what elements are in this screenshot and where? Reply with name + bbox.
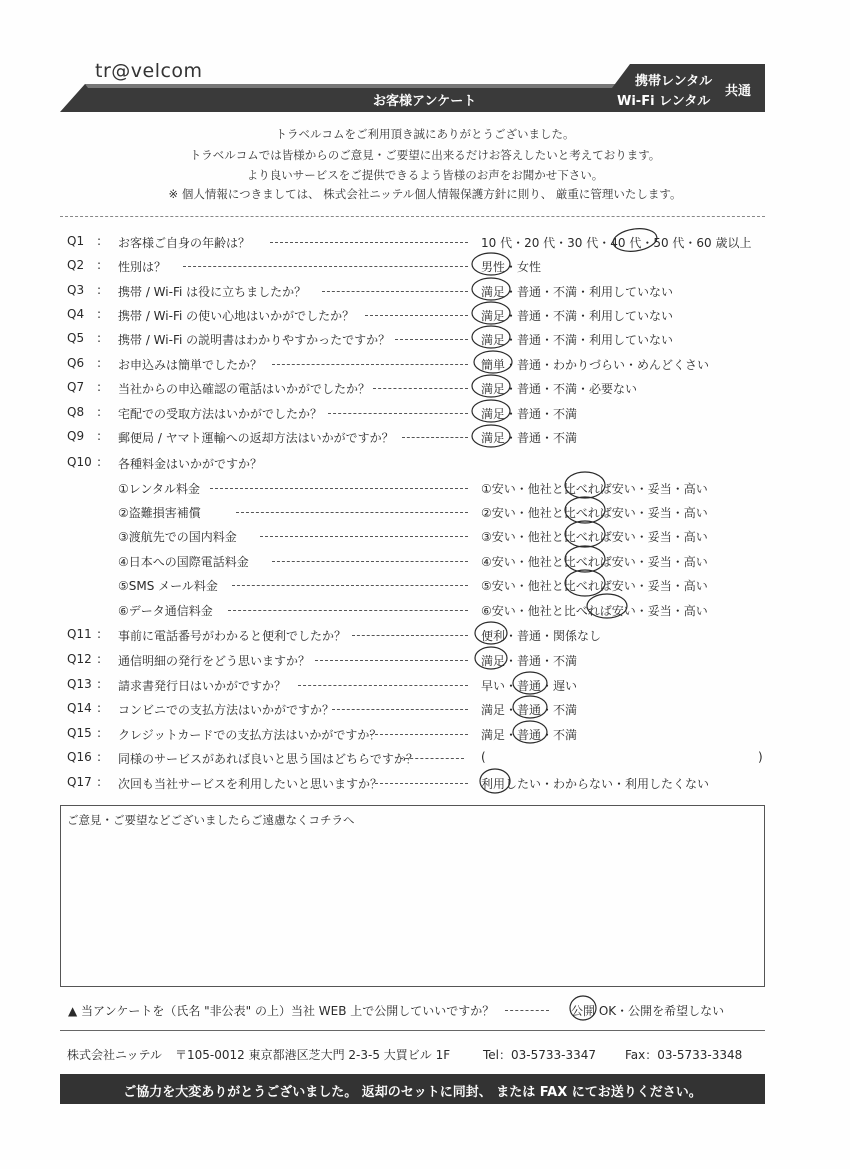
question-number: Q13 <box>67 677 92 691</box>
question-text: 次回も当社サービスを利用したいと思いますか？ <box>118 777 383 791</box>
question-text: 当社からの申込確認の電話はいかがでしたか？ <box>118 382 371 396</box>
divider <box>60 216 765 217</box>
question-text: 携帯 / Wi-Fi は役に立ちましたか？ <box>118 285 307 299</box>
question-row <box>0 775 850 799</box>
dotted-leader <box>352 635 468 636</box>
colon: : <box>97 775 102 789</box>
colon: : <box>97 356 102 370</box>
question-number: Q6 <box>67 356 85 370</box>
question-text: 携帯 / Wi-Fi の説明書はわかりやすかったですか？ <box>118 333 391 347</box>
question-text: 郵便局 / ヤマト運輸への返却方法はいかがですか？ <box>118 431 394 445</box>
question-row <box>0 283 850 307</box>
sub-question-row <box>0 577 850 601</box>
service-tag-phone: 携帯レンタル <box>635 74 713 89</box>
answer-options[interactable]: 早い・普通・遅い <box>481 679 578 693</box>
colon: : <box>97 234 102 248</box>
question-row <box>0 455 850 479</box>
answer-options[interactable]: 便利・普通・関係なし <box>481 629 602 643</box>
sub-question-row <box>0 504 850 528</box>
answer-options[interactable]: 簡単・普通・わかりづらい・めんどくさい <box>481 358 710 372</box>
question-text: お客様ご自身の年齢は？ <box>118 236 251 250</box>
colon: : <box>97 429 102 443</box>
travelcom-logo: tr@velcom <box>95 60 203 82</box>
question-number: Q10 <box>67 455 92 469</box>
dotted-leader <box>270 242 468 243</box>
page-title: お客様アンケート <box>373 94 477 109</box>
answer-options[interactable]: 満足・普通・不満 <box>481 431 578 445</box>
dotted-leader <box>322 291 468 292</box>
intro-line: より良いサービスをご提供できるよう皆様のお声をお聞かせ下さい。 <box>246 168 604 182</box>
question-number: Q5 <box>67 331 85 345</box>
colon: : <box>97 750 102 764</box>
answer-options[interactable]: 満足・普通・不満・利用していない <box>481 333 674 347</box>
dotted-leader <box>370 734 468 735</box>
dotted-leader <box>402 437 468 438</box>
comment-box[interactable] <box>60 805 765 987</box>
dotted-leader <box>272 364 468 365</box>
question-row <box>0 258 850 282</box>
question-row <box>0 356 850 380</box>
phone-number: Tel：03-5733-3347 <box>483 1048 597 1062</box>
question-row <box>0 652 850 676</box>
sub-question-row <box>0 480 850 504</box>
colon: : <box>97 701 102 715</box>
question-number: Q15 <box>67 726 92 740</box>
dotted-leader <box>183 266 468 267</box>
sub-question-text: ③渡航先での国内料金 <box>118 530 237 544</box>
sub-question-row <box>0 602 850 626</box>
dotted-leader <box>236 512 468 513</box>
question-number: Q4 <box>67 307 85 321</box>
divider <box>60 1030 765 1031</box>
country-field-open[interactable]: ( <box>481 750 486 764</box>
question-text: 性別は？ <box>118 260 167 274</box>
colon: : <box>97 307 102 321</box>
colon: : <box>97 331 102 345</box>
question-text: 通信明細の発行をどう思いますか？ <box>118 654 311 668</box>
question-text: 事前に電話番号がわかると便利でしたか？ <box>118 629 347 643</box>
dotted-leader <box>400 758 464 759</box>
dotted-leader <box>272 561 468 562</box>
question-text: 宅配での受取方法はいかがでしたか？ <box>118 407 323 421</box>
question-text: 各種料金はいかがですか？ <box>118 457 263 471</box>
sub-question-text: ④日本への国際電話料金 <box>118 555 249 569</box>
answer-options[interactable]: 満足・普通・不満・必要ない <box>481 382 638 396</box>
question-text: コンビニでの支払方法はいかがですか？ <box>118 703 335 717</box>
colon: : <box>97 652 102 666</box>
comment-label: ご意見・ご要望などございましたらご遠慮なくコチラへ <box>67 813 355 827</box>
question-row <box>0 726 850 750</box>
question-number: Q3 <box>67 283 85 297</box>
answer-options[interactable]: 満足・普通・不満・利用していない <box>481 285 674 299</box>
publish-question: ▲ 当アンケートを（氏名 "非公表" の上）当社 WEB 上で公開していいですか？ <box>68 1004 495 1018</box>
dotted-leader <box>328 413 468 414</box>
question-row <box>0 405 850 429</box>
question-row <box>0 331 850 355</box>
dotted-leader <box>298 685 468 686</box>
answer-options[interactable]: ⑥安い・他社と比べれば安い・妥当・高い <box>481 604 708 618</box>
publish-options[interactable]: 公開 OK・公開を希望しない <box>571 1004 725 1018</box>
question-row <box>0 429 850 453</box>
question-text: クレジットカードでの支払方法はいかがですか？ <box>118 728 382 742</box>
colon: : <box>97 677 102 691</box>
question-number: Q9 <box>67 429 85 443</box>
answer-options[interactable]: 満足・普通・不満 <box>481 407 578 421</box>
question-number: Q8 <box>67 405 85 419</box>
question-row <box>0 677 850 701</box>
question-number: Q1 <box>67 234 85 248</box>
question-text: 請求書発行日はいかがですか？ <box>118 679 287 693</box>
dotted-leader <box>365 315 468 316</box>
footer-bar <box>60 1074 765 1104</box>
answer-options[interactable]: 男性・女性 <box>481 260 542 274</box>
sub-question-row <box>0 528 850 552</box>
dotted-leader <box>395 339 468 340</box>
question-number: Q7 <box>67 380 85 394</box>
sub-question-row <box>0 553 850 577</box>
sub-question-text: ②盗難損害補償 <box>118 506 201 520</box>
colon: : <box>97 627 102 641</box>
answer-options[interactable]: 10 代・20 代・30 代・40 代・50 代・60 歳以上 <box>481 236 752 250</box>
dotted-leader <box>332 709 468 710</box>
company-name: 株式会社ニッテル <box>67 1048 162 1062</box>
answer-options[interactable]: ④安い・他社と比べれば安い・妥当・高い <box>481 555 708 569</box>
sub-question-text: ⑤SMS メール料金 <box>118 579 218 593</box>
answer-options[interactable]: 満足・普通・不満 <box>481 703 578 717</box>
dotted-leader <box>232 585 468 586</box>
question-row <box>0 701 850 725</box>
question-text: お申込みは簡単でしたか？ <box>118 358 263 372</box>
service-tag-common: 共通 <box>725 84 752 99</box>
service-tag-wifi: Wi-Fi レンタル <box>617 94 711 109</box>
dotted-leader <box>505 1010 549 1011</box>
intro-line: トラベルコムをご利用頂き誠にありがとうございました。 <box>275 127 575 141</box>
question-text: 携帯 / Wi-Fi の使い心地はいかがでしたか？ <box>118 309 355 323</box>
dotted-leader <box>375 783 468 784</box>
sub-question-text: ⑥データ通信料金 <box>118 604 213 618</box>
answer-options[interactable]: ②安い・他社と比べれば安い・妥当・高い <box>481 506 708 520</box>
question-number: Q11 <box>67 627 92 641</box>
answer-options[interactable]: 満足・普通・不満 <box>481 728 578 742</box>
country-field-close: ) <box>758 750 763 764</box>
company-address: 〒105-0012 東京都港区芝大門 2-3-5 大買ビル 1F <box>175 1048 451 1062</box>
question-row <box>0 750 850 774</box>
colon: : <box>97 726 102 740</box>
dotted-leader <box>260 536 468 537</box>
answer-options[interactable]: ①安い・他社と比べれば安い・妥当・高い <box>481 482 708 496</box>
dotted-leader <box>210 488 468 489</box>
dotted-leader <box>228 610 468 611</box>
colon: : <box>97 258 102 272</box>
answer-options[interactable]: 満足・普通・不満・利用していない <box>481 309 674 323</box>
question-row <box>0 380 850 404</box>
dotted-leader <box>315 660 468 661</box>
question-number: Q2 <box>67 258 85 272</box>
colon: : <box>97 455 102 469</box>
question-text: 同様のサービスがあれば良いと思う国はどちらですか？ <box>118 752 418 766</box>
intro-line: トラベルコムでは皆様からのご意見・ご要望に出来るだけお答えしたいと考えております。 <box>189 148 661 162</box>
dotted-leader <box>373 388 468 389</box>
answer-options[interactable]: 利用したい・わからない・利用したくない <box>481 777 710 791</box>
question-number: Q17 <box>67 775 92 789</box>
colon: : <box>97 283 102 297</box>
answer-options[interactable]: ③安い・他社と比べれば安い・妥当・高い <box>481 530 708 544</box>
colon: : <box>97 405 102 419</box>
question-row <box>0 234 850 258</box>
answer-options[interactable]: ⑤安い・他社と比べれば安い・妥当・高い <box>481 579 708 593</box>
question-row <box>0 307 850 331</box>
privacy-notice: ※ 個人情報につきましては、 株式会社ニッテル個人情報保護方針に則り、 厳重に管理いたします。 <box>168 187 682 201</box>
fax-number: Fax：03-5733-3348 <box>625 1048 743 1062</box>
question-number: Q14 <box>67 701 92 715</box>
sub-question-text: ①レンタル料金 <box>118 482 200 496</box>
footer-message: ご協力を大変ありがとうございました。 返却のセットに同封、 または FAX にてお送りください。 <box>123 1085 702 1100</box>
question-number: Q16 <box>67 750 92 764</box>
colon: : <box>97 380 102 394</box>
question-number: Q12 <box>67 652 92 666</box>
answer-options[interactable]: 満足・普通・不満 <box>481 654 578 668</box>
question-row <box>0 627 850 651</box>
